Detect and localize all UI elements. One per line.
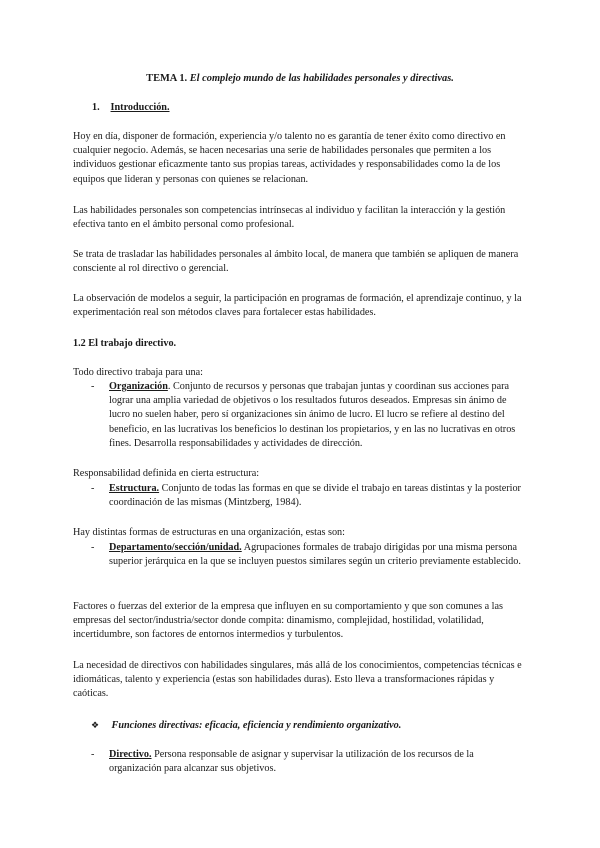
title-label: TEMA 1.	[146, 73, 188, 84]
bullet-dash: -	[91, 749, 95, 760]
document-title	[0, 72, 600, 86]
definition-departamento: Agrupaciones formales de trabajo dirigidas por una misma persona superior jerárquica en la que se incluyen puestos similares según un criterio previamente establecido.	[109, 542, 521, 568]
section-2-intro-2: Responsabilidad definida en cierta estructura:	[73, 468, 260, 479]
subheading-text: Funciones directivas: eficacia, eficiencia y rendimiento organizativo.	[111, 720, 402, 731]
term-organizacion: Organización	[109, 381, 168, 392]
intro-paragraph-2: Las habilidades personales son competencias intrínsecas al individuo y facilitan la interacción y la gestión efectiva tanto en el ámbito personal como profesional.	[73, 205, 506, 231]
definition-estructura: Conjunto de todas las formas en que se divide el trabajo en tareas distintas y la posterior coordinación de las mismas (Mintzberg, 1984).	[109, 483, 521, 509]
bullet-body	[109, 541, 528, 569]
section-2-intro-3: Hay distintas formas de estructuras en una organización, estas son:	[73, 527, 345, 538]
section-1-heading	[92, 101, 170, 115]
bullet-body	[109, 482, 528, 510]
bullet-dash: -	[91, 381, 95, 392]
section-1-number: 1.	[92, 102, 100, 113]
term-directivo: Directivo.	[109, 749, 152, 760]
definition-organizacion: . Conjunto de recursos y personas que trabajan juntas y coordinan sus acciones para lograr una amplia variedad de objetivos o los resultados futuros deseados. Empresas sin ánimo de lucro no suelen haber, pero sí organizaciones sin ánimo de lucro. El lucro se refiere al destino del beneficio, en las lucrativas los beneficios lo destinan los propietarios, y en las no lucrativas en otros fines. Desarrolla responsabilidades y actividades de dirección.	[109, 381, 516, 449]
bullet-dash: -	[91, 483, 95, 494]
section-2-heading: 1.2 El trabajo directivo.	[73, 338, 177, 349]
bullet-body	[109, 748, 528, 776]
intro-paragraph-4: La observación de modelos a seguir, la participación en programas de formación, el aprendizaje continuo, y la experimentación real son métodos claves para fortalecer estas habilidades.	[73, 293, 522, 319]
needs-paragraph: La necesidad de directivos con habilidades singulares, más allá de los conocimientos, competencias técnicas e idiomáticas, talento y experiencia (estas son habilidades duras). Esto lleva a transformaciones rápidas y caóticas.	[73, 660, 522, 700]
factors-paragraph: Factores o fuerzas del exterior de la empresa que influyen en su comportamiento y que son comunes a las empresas del sector/industria/sector donde compita: dinamismo, complejidad, hostilidad, volatilidad, incertidumbre, son factores de entornos intermedios y turbulentos.	[73, 601, 503, 641]
section-2-intro-1: Todo directivo trabaja para una:	[73, 367, 203, 378]
title-text: El complejo mundo de las habilidades personales y directivas.	[189, 73, 454, 84]
term-departamento: Departamento/sección/unidad.	[109, 542, 242, 553]
intro-paragraph-1: Hoy en día, disponer de formación, experiencia y/o talento no es garantía de tener éxito como directivo en cualquier negocio. Además, se hacen necesarias una serie de habilidades personales que permiten a los individuos gestionar eficazmente tanto sus propias tareas, actividades y responsabilidades como la de los equipos que lideran y personas con quienes se relacionan.	[73, 131, 506, 185]
term-estructura: Estructura.	[109, 483, 160, 494]
bullet-body	[109, 380, 528, 451]
diamond-bullet-icon: ❖	[91, 721, 100, 731]
definition-directivo: Persona responsable de asignar y supervisar la utilización de los recursos de la organización para alcanzar sus objetivos.	[109, 749, 474, 775]
subheading-funciones	[91, 719, 401, 733]
bullet-dash: -	[91, 542, 95, 553]
section-1-title: Introducción.	[110, 102, 170, 113]
intro-paragraph-3: Se trata de trasladar las habilidades personales al ámbito local, de manera que también se apliquen de manera consciente al rol directivo o gerencial.	[73, 249, 519, 275]
